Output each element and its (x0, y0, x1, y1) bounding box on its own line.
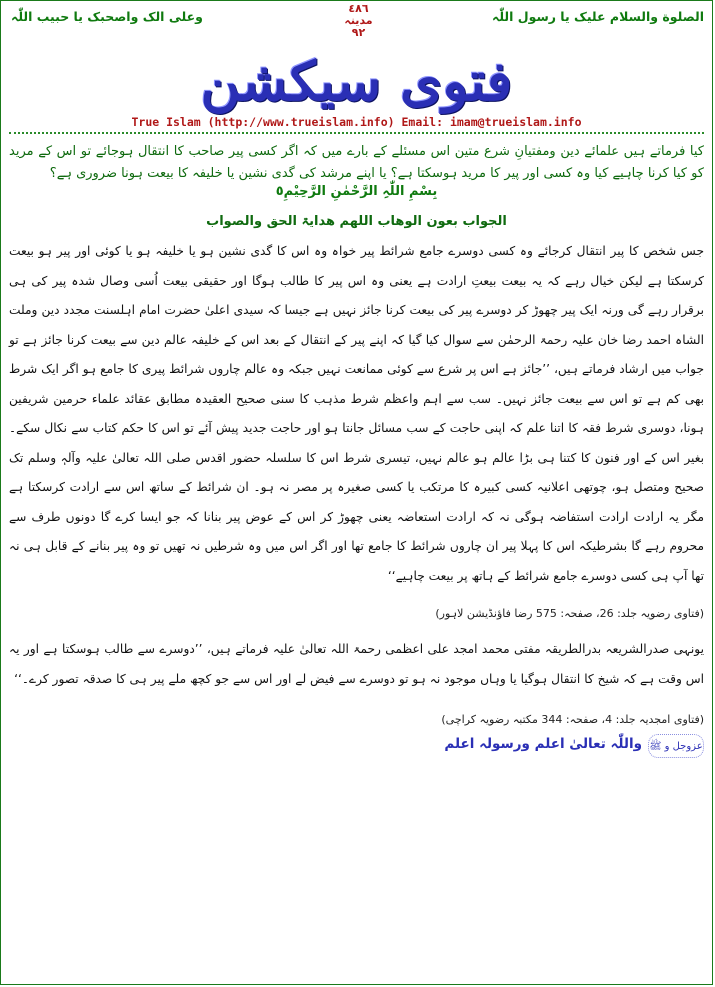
salutation-left: وعلی الک واصحبک یا حبیب اللّٰہ (11, 9, 203, 24)
reference-1: (فتاوی رضویہ جلد: 26، صفحہ: 575 رضا فاؤنڈیشن لاہور) (435, 607, 704, 620)
page-ref-sub: ٩٢ (351, 26, 366, 39)
answer-heading: الجواب بعون الوھاب اللھم ھدایۃ الحق والصواب (206, 214, 507, 229)
second-quote: یونہی صدرالشریعہ بدرالطریقہ مفتی محمد امجد علی اعظمی رحمۃ اللہ تعالیٰ علیہ فرماتے ہیں، ’’دوسرے سے طالب ہوسکتا ہے اور یہ اس وقت ہے کہ شیخ کا انتقال ہوگیا یا وہاں موجود نہ ہو تو دوسرے سے فیض لے اور اس سے جو کچھ ملے پیر ہی کا صدقہ تصور کرے۔‘‘ (9, 642, 704, 686)
page-ref-number: ٤٨٦ (348, 2, 369, 15)
honorific-seal-icon: عزوجل و ﷺ (648, 734, 704, 758)
header-bar (1, 1, 712, 41)
question-text: کیا فرماتے ہیں علمائے دین ومفتیانِ شرع متین اس مسئلے کے بارے میں کہ اگر کسی پیر صاحب کا انتقال ہوجائے تو اس کے مرید کو کیا کرنا چاہیے کیا وہ کسی اور پیر کا مرید ہوسکتا ہے؟ یا اپنے مرشد کی گدی نشین یا خلیفہ کا بیعت ہونا ضروری ہے؟ (9, 144, 704, 181)
salutation-right: الصلوة والسلام علیک یا رسول اللّٰہ (492, 9, 704, 24)
page-title: فتوی سیکشن (200, 49, 513, 113)
closing-formula: واللّٰہ تعالیٰ اعلم ورسولہ اعلم (444, 736, 642, 752)
dotted-divider (9, 132, 704, 134)
page-reference (331, 3, 386, 39)
answer-body: جس شخص کا پیر انتقال کرجائے وہ کسی دوسرے جامع شرائط پیر خواہ وہ اس کا گدی نشین ہو یا خلیفہ ہو یا کوئی اور پیر ہو بیعت کرسکتا ہے لیکن خیال رہے کہ یہ بیعت بیعتِ ارادت ہے یعنی وہ اس پیر کا طالب ہوگا اور حقیقی بیعت اُسی وصال شدہ پیر کی ہی برقرار رہے گی ورنہ ایک پیر چھوڑ کر دوسرے پیر کی بیعت کرنا جائز نہیں ہے جیسا کہ سیدی اعلیٰ حضرت امام اہلسنت مجدد دین وملت الشاہ احمد رضا خان علیہ رحمۃ الرحمٰن سے سوال کیا گیا کہ اپنے پیر کے انتقال کے بعد اس کے خلیفہ عالم دین سے بیعت کرنا جائز ہے تو جواب میں ارشاد فرماتے ہیں، ’’جائز ہے اس پر شرع سے کوئی ممانعت نہیں جبکہ وہ عالم چاروں شرائط پیری کا جامع ہو اگر ایک شرط بھی کم ہے تو اس سے بیعت جائز نہیں۔ سب سے اہم واعظم شرط مذہب کا سنی صحیح العقیدہ مطابق عقائد علماء حرمین شریفین ہونا، دوسری شرط فقہ کا اتنا علم کہ اپنی حاجت کے سب مسائل جانتا ہو اور حاجت جدید پیش آئے تو اس کا حکم کتاب سے نکال سکے۔ بغیر اس کے اور فنون کا کتنا ہی بڑا عالم ہو عالم نہیں، تیسری شرط اس کا سلسلہ حضور اقدس صلی اللہ تعالیٰ علیہ وآلہٖ وسلم تک صحیح ومتصل ہو، چوتھی اعلانیہ کسی کبیرہ کا مرتکب یا کسی صغیرہ پر مصر نہ ہو۔ ان شرائط کے ساتھ اس سے ارادت کرسکتا ہے مگر یہ ارادت ارادت استفاضہ ہوگی نہ کہ ارادت استعاضہ یعنی چھوڑ کر اس کے عوض پیر بنانا کہ جو ایسا کرے گا دونوں طرف سے محروم رہے گا بشرطیکہ اس کا پہلا پیر ان چاروں شرائط کا جامع تھا اور اگر اس میں وہ شرطیں نہ تھیں تو وہ پیر بنانے کے قابل ہی نہ تھا آپ ہی کسی دوسرے جامع شرائط کے ہاتھ پر بیعت چاہیے‘‘ (9, 244, 704, 583)
page-ref-label: مدینہ (344, 14, 373, 27)
reference-2: (فتاوی امجدیہ جلد: 4، صفحہ: 344 مکتبہ رضویہ کراچی) (441, 713, 704, 726)
bismillah: بِسْمِ اللّٰہِ الرَّحْمٰنِ الرَّحِیْمِ٥ (275, 184, 438, 199)
site-contact-line: True Islam (http://www.trueislam.info) Email: imam@trueislam.info (131, 115, 582, 129)
